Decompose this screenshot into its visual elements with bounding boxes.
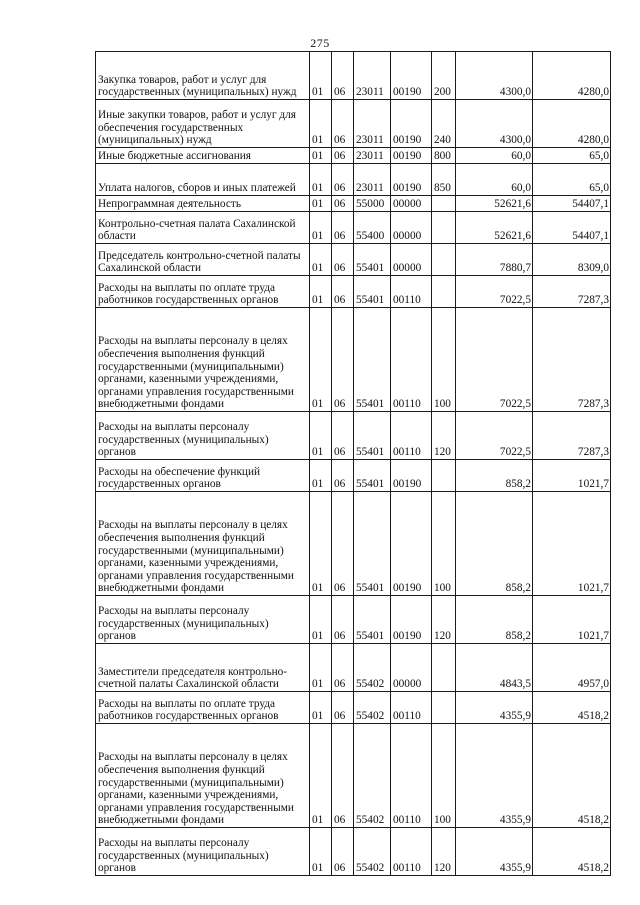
target-article-code: 23011: [354, 164, 391, 196]
amount-year-2: 54407,1: [533, 212, 611, 244]
expense-type-code: [432, 460, 456, 492]
row-name: Расходы на выплаты персоналу в целях обеспечения выполнения функций государственными (муниципальными) органами, казенными учреждениями, органами управления государственными внебюджетными фондами: [96, 724, 310, 828]
amount-year-1: 858,2: [456, 596, 533, 644]
amount-year-2: 1021,7: [533, 460, 611, 492]
amount-year-1: 60,0: [456, 164, 533, 196]
section-code: 01: [310, 100, 332, 148]
amount-year-1: 4355,9: [456, 828, 533, 876]
section-code: 01: [310, 596, 332, 644]
table-row: [96, 412, 611, 460]
table-row: [96, 212, 611, 244]
target-article-subcode: 00190: [391, 100, 432, 148]
subsection-code: 06: [332, 460, 354, 492]
target-article-code: 55000: [354, 196, 391, 212]
subsection-code: 06: [332, 100, 354, 148]
amount-year-1: 7022,5: [456, 276, 533, 308]
target-article-code: 55401: [354, 308, 391, 412]
row-name: Контрольно-счетная палата Сахалинской области: [96, 212, 310, 244]
subsection-code: 06: [332, 692, 354, 724]
expense-type-code: [432, 276, 456, 308]
subsection-code: 06: [332, 212, 354, 244]
row-name: Иные закупки товаров, работ и услуг для обеспечения государственных (муниципальных) нужд: [96, 100, 310, 148]
amount-year-1: 4843,5: [456, 644, 533, 692]
target-article-code: 55402: [354, 828, 391, 876]
amount-year-2: 1021,7: [533, 492, 611, 596]
table-row: [96, 244, 611, 276]
target-article-subcode: 00190: [391, 460, 432, 492]
page-number: 275: [310, 36, 330, 50]
amount-year-1: 858,2: [456, 460, 533, 492]
table-row: [96, 196, 611, 212]
amount-year-2: 4518,2: [533, 828, 611, 876]
amount-year-2: 4280,0: [533, 52, 611, 100]
amount-year-1: 60,0: [456, 148, 533, 164]
amount-year-1: 4355,9: [456, 724, 533, 828]
amount-year-2: 7287,3: [533, 276, 611, 308]
target-article-subcode: 00190: [391, 148, 432, 164]
section-code: 01: [310, 692, 332, 724]
target-article-subcode: 00190: [391, 52, 432, 100]
target-article-code: 55401: [354, 412, 391, 460]
table-row: [96, 100, 611, 148]
subsection-code: 06: [332, 724, 354, 828]
row-name: Расходы на обеспечение функций государственных органов: [96, 460, 310, 492]
row-name: Иные бюджетные ассигнования: [96, 148, 310, 164]
target-article-subcode: 00110: [391, 828, 432, 876]
amount-year-2: 4280,0: [533, 100, 611, 148]
expense-type-code: 100: [432, 724, 456, 828]
section-code: 01: [310, 164, 332, 196]
expense-type-code: [432, 644, 456, 692]
section-code: 01: [310, 460, 332, 492]
subsection-code: 06: [332, 276, 354, 308]
target-article-code: 55401: [354, 492, 391, 596]
subsection-code: 06: [332, 308, 354, 412]
table-row: [96, 828, 611, 876]
amount-year-2: 4957,0: [533, 644, 611, 692]
amount-year-1: 7880,7: [456, 244, 533, 276]
target-article-subcode: 00110: [391, 308, 432, 412]
expense-type-code: 120: [432, 596, 456, 644]
subsection-code: 06: [332, 596, 354, 644]
row-name: Расходы на выплаты персоналу в целях обеспечения выполнения функций государственными (муниципальными) органами, казенными учреждениями, органами управления государственными внебюджетными фондами: [96, 308, 310, 412]
amount-year-2: 65,0: [533, 164, 611, 196]
section-code: 01: [310, 196, 332, 212]
target-article-code: 23011: [354, 148, 391, 164]
section-code: 01: [310, 644, 332, 692]
table-row: [96, 164, 611, 196]
amount-year-1: 4300,0: [456, 52, 533, 100]
amount-year-2: 8309,0: [533, 244, 611, 276]
expense-type-code: 240: [432, 100, 456, 148]
subsection-code: 06: [332, 52, 354, 100]
target-article-code: 55402: [354, 644, 391, 692]
target-article-code: 55401: [354, 276, 391, 308]
subsection-code: 06: [332, 244, 354, 276]
subsection-code: 06: [332, 644, 354, 692]
amount-year-1: 7022,5: [456, 308, 533, 412]
target-article-code: 55401: [354, 596, 391, 644]
target-article-code: 55401: [354, 460, 391, 492]
target-article-code: 55402: [354, 692, 391, 724]
amount-year-1: 4300,0: [456, 100, 533, 148]
row-name: Расходы на выплаты по оплате труда работников государственных органов: [96, 276, 310, 308]
subsection-code: 06: [332, 164, 354, 196]
section-code: 01: [310, 724, 332, 828]
subsection-code: 06: [332, 828, 354, 876]
target-article-subcode: 00000: [391, 644, 432, 692]
table-row: [96, 308, 611, 412]
subsection-code: 06: [332, 148, 354, 164]
target-article-subcode: 00000: [391, 196, 432, 212]
row-name: Расходы на выплаты персоналу государственных (муниципальных) органов: [96, 828, 310, 876]
row-name: Расходы на выплаты персоналу в целях обеспечения выполнения функций государственными (муниципальными) органами, казенными учреждениями, органами управления государственными внебюджетными фондами: [96, 492, 310, 596]
table-row: [96, 460, 611, 492]
target-article-subcode: 00190: [391, 164, 432, 196]
amount-year-2: 7287,3: [533, 412, 611, 460]
amount-year-1: 858,2: [456, 492, 533, 596]
expense-type-code: 850: [432, 164, 456, 196]
amount-year-1: 52621,6: [456, 212, 533, 244]
section-code: 01: [310, 308, 332, 412]
section-code: 01: [310, 52, 332, 100]
section-code: 01: [310, 828, 332, 876]
target-article-subcode: 00110: [391, 724, 432, 828]
table-row: [96, 644, 611, 692]
amount-year-2: 4518,2: [533, 692, 611, 724]
row-name: Непрограммная деятельность: [96, 196, 310, 212]
expense-type-code: 800: [432, 148, 456, 164]
expense-type-code: [432, 244, 456, 276]
amount-year-2: 54407,1: [533, 196, 611, 212]
amount-year-1: 4355,9: [456, 692, 533, 724]
section-code: 01: [310, 212, 332, 244]
target-article-subcode: 00110: [391, 412, 432, 460]
target-article-code: 55401: [354, 244, 391, 276]
expense-type-code: 100: [432, 308, 456, 412]
amount-year-2: 4518,2: [533, 724, 611, 828]
table-row: [96, 148, 611, 164]
row-name: Заместители председателя контрольно-счетной палаты Сахалинской области: [96, 644, 310, 692]
table-row: [96, 692, 611, 724]
target-article-subcode: 00000: [391, 244, 432, 276]
table-row: [96, 492, 611, 596]
expense-type-code: [432, 196, 456, 212]
amount-year-1: 7022,5: [456, 412, 533, 460]
expense-type-code: [432, 692, 456, 724]
target-article-subcode: 00000: [391, 212, 432, 244]
expense-type-code: 100: [432, 492, 456, 596]
section-code: 01: [310, 492, 332, 596]
target-article-code: 23011: [354, 52, 391, 100]
table-row: [96, 596, 611, 644]
row-name: Расходы на выплаты по оплате труда работников государственных органов: [96, 692, 310, 724]
amount-year-2: 65,0: [533, 148, 611, 164]
expense-type-code: [432, 212, 456, 244]
table-row: [96, 724, 611, 828]
target-article-subcode: 00190: [391, 596, 432, 644]
row-name: Председатель контрольно-счетной палаты Сахалинской области: [96, 244, 310, 276]
subsection-code: 06: [332, 492, 354, 596]
row-name: Уплата налогов, сборов и иных платежей: [96, 164, 310, 196]
expense-type-code: 120: [432, 828, 456, 876]
expense-type-code: 120: [432, 412, 456, 460]
section-code: 01: [310, 148, 332, 164]
row-name: Закупка товаров, работ и услуг для государственных (муниципальных) нужд: [96, 52, 310, 100]
target-article-code: 55402: [354, 724, 391, 828]
row-name: Расходы на выплаты персоналу государственных (муниципальных) органов: [96, 412, 310, 460]
target-article-code: 55400: [354, 212, 391, 244]
target-article-subcode: 00110: [391, 276, 432, 308]
budget-table: [95, 51, 611, 876]
section-code: 01: [310, 276, 332, 308]
section-code: 01: [310, 412, 332, 460]
table-row: [96, 276, 611, 308]
table-body: [96, 52, 611, 876]
target-article-subcode: 00110: [391, 692, 432, 724]
target-article-code: 23011: [354, 100, 391, 148]
subsection-code: 06: [332, 412, 354, 460]
section-code: 01: [310, 244, 332, 276]
amount-year-2: 1021,7: [533, 596, 611, 644]
subsection-code: 06: [332, 196, 354, 212]
row-name: Расходы на выплаты персоналу государственных (муниципальных) органов: [96, 596, 310, 644]
amount-year-2: 7287,3: [533, 308, 611, 412]
target-article-subcode: 00190: [391, 492, 432, 596]
expense-type-code: 200: [432, 52, 456, 100]
table-row: [96, 52, 611, 100]
amount-year-1: 52621,6: [456, 196, 533, 212]
